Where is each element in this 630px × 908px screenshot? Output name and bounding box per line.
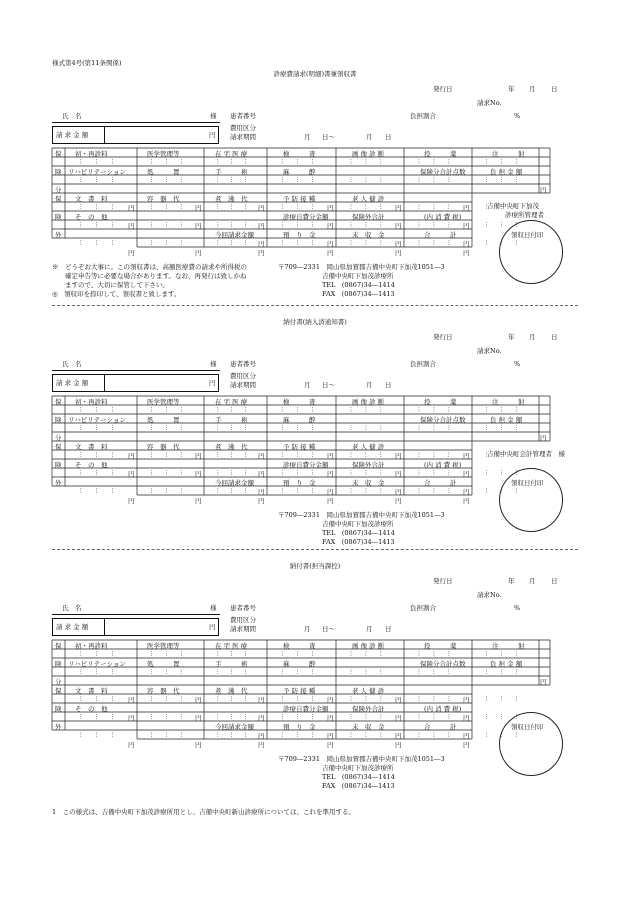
yen-mark: 円 [463, 488, 470, 496]
period-day-1: 日～ [322, 381, 335, 389]
name-suffix: 様 [210, 604, 217, 612]
header-current-claim: 今回請求金額 [215, 231, 254, 239]
yen-mark: 円 [395, 249, 402, 257]
yen-mark: 円 [258, 249, 265, 257]
side-hoken-1: 保 [55, 642, 62, 650]
header-other: そ の 他 [75, 705, 108, 713]
name-label: 氏 名 [62, 604, 82, 612]
address-postal: 〒709―2331 岡山県加賀郡吉備中央町下加茂1051―3 [278, 755, 445, 763]
yen-mark: 円 [463, 714, 470, 722]
address-clinic: 吉備中央町下加茂診療所 [322, 520, 394, 528]
claim-amount-label: 請 求 金 額 [56, 131, 89, 139]
footnote: 1 この様式は、吉備中央町下加茂診療所用とし、吉備中央町新山診療所については、これを準用する。 [52, 808, 356, 816]
yen-mark: 円 [258, 222, 265, 230]
header-surgery: 手 術 [215, 660, 248, 668]
header-insured-points: 保険分合計点数 [420, 416, 466, 424]
header-total: 合 計 [424, 231, 457, 239]
header-container-fee: 容 器 代 [147, 687, 180, 695]
header-injection: 注 射 [492, 642, 525, 650]
address-fax: FAX (0867)34―1413 [322, 782, 395, 790]
side-hoken-2: 保 [55, 443, 62, 451]
form-section-2 [0, 318, 630, 568]
header-burden-amount: 負 担 金 額 [490, 168, 523, 176]
patient-no-label: 患者番号 [230, 360, 256, 368]
yen-mark: 円 [195, 741, 202, 749]
header-deposit: 預 り 金 [283, 479, 316, 487]
name-label: 氏 名 [62, 360, 82, 368]
section-title: 納付書(納入済通知書) [283, 318, 347, 326]
header-medication: 投 薬 [424, 150, 457, 158]
yen-mark: 円 [258, 452, 265, 460]
yen-mark: 円 [195, 497, 202, 505]
yen-mark: 円 [258, 732, 265, 740]
yen-mark: 円 [195, 696, 202, 704]
header-deposit: 預 り 金 [283, 231, 316, 239]
percent-sign: % [514, 360, 521, 368]
period-day-1: 日～ [322, 625, 335, 633]
table-grid-lines [52, 640, 552, 752]
header-self-pay-total: 診療自費分金額 [283, 213, 329, 221]
issue-date-label: 発行日 [433, 577, 453, 585]
header-medical-mgmt: 医学管理等 [147, 642, 180, 650]
header-rehab: リハビリテーション [68, 168, 126, 176]
yen-mark: 円 [327, 222, 334, 230]
yen-mark: 円 [463, 204, 470, 212]
claim-amount-divider [104, 127, 105, 143]
header-document-fee: 文 書 料 [75, 195, 108, 203]
header-home-care: 在 宅 医 療 [215, 398, 248, 406]
header-container-fee: 容 器 代 [147, 195, 180, 203]
receipt-stamp-circle [499, 468, 563, 532]
period-month-2: 月 [366, 381, 373, 389]
yen-mark: 円 [395, 497, 402, 505]
percent-sign: % [514, 604, 521, 612]
header-examination: 検 査 [283, 398, 316, 406]
header-treatment: 処 置 [147, 660, 180, 668]
address-tel: TEL (0867)34―1414 [322, 773, 395, 781]
header-total: 合 計 [424, 479, 457, 487]
name-underline [52, 614, 220, 615]
period-month-1: 月 [304, 625, 311, 633]
patient-no-label: 患者番号 [230, 112, 256, 120]
request-no-label: 請求No. [477, 99, 502, 107]
header-injection: 注 射 [492, 398, 525, 406]
yen-mark: 円 [258, 497, 265, 505]
header-surgery: 手 術 [215, 168, 248, 176]
burden-ratio-label: 負担割合 [410, 112, 436, 120]
header-vaccination: 予 防 接 種 [283, 195, 316, 203]
side-bun-1: 分 [55, 434, 62, 442]
header-current-claim: 今回請求金額 [215, 723, 254, 731]
header-unpaid: 未 収 金 [352, 723, 385, 731]
header-medical-mgmt: 医学管理等 [147, 150, 180, 158]
percent-sign: % [514, 112, 521, 120]
header-insured-points: 保険分合計点数 [420, 168, 466, 176]
yen-mark: 円 [128, 204, 135, 212]
header-injection: 注 射 [492, 150, 525, 158]
header-medical-mgmt: 医学管理等 [147, 398, 180, 406]
header-imaging: 画 像 診 断 [352, 642, 385, 650]
claim-amount-divider [104, 375, 105, 391]
header-unpaid: 未 収 金 [352, 479, 385, 487]
claim-amount-yen: 円 [209, 623, 216, 631]
yen-mark: 円 [258, 696, 265, 704]
side-gai-2: 外 [55, 723, 62, 731]
period-day-2: 日 [385, 381, 392, 389]
note-line-3: ますので、大切に保管して下さい。 [52, 281, 169, 289]
note-line-1: ※ どうぞお大事に。この領収書は、高額医療費の請求や所得税の [52, 263, 247, 271]
yen-mark: 円 [258, 240, 265, 248]
side-gai-2: 外 [55, 231, 62, 239]
name-suffix: 様 [210, 112, 217, 120]
header-vaccination: 予 防 接 種 [283, 443, 316, 451]
yen-mark: 円 [195, 714, 202, 722]
header-boiling-fee: 煮 沸 代 [215, 195, 248, 203]
header-consumption-tax: (内 消 費 税) [424, 461, 462, 469]
receipt-stamp-circle [499, 712, 563, 776]
yen-mark: 円 [128, 249, 135, 257]
header-vaccination: 予 防 接 種 [283, 687, 316, 695]
yen-mark: 円 [463, 452, 470, 460]
issue-year: 年 [508, 85, 515, 93]
header-elderly-check: 老 人 健 診 [352, 443, 385, 451]
header-first-visit: 初・再診料 [75, 642, 108, 650]
stamp-label: 領収日付印 [511, 231, 544, 239]
side-gai-2: 外 [55, 479, 62, 487]
yen-mark: 円 [327, 240, 334, 248]
header-anesthesia: 麻 酔 [283, 168, 316, 176]
period-month-2: 月 [366, 625, 373, 633]
yen-mark: 円 [327, 204, 334, 212]
header-consumption-tax: (内 消 費 税) [424, 705, 462, 713]
address-fax: FAX (0867)34―1413 [322, 538, 395, 546]
header-boiling-fee: 煮 沸 代 [215, 443, 248, 451]
yen-mark: 円 [395, 741, 402, 749]
yen-mark: 円 [128, 714, 135, 722]
yen-mark: 円 [395, 204, 402, 212]
header-boiling-fee: 煮 沸 代 [215, 687, 248, 695]
yen-mark: 円 [327, 714, 334, 722]
yen-mark: 円 [128, 222, 135, 230]
yen-mark: 円 [128, 452, 135, 460]
cost-class-label: 費用区分 [230, 616, 256, 624]
yen-mark: 円 [258, 204, 265, 212]
issue-month: 月 [529, 577, 536, 585]
period-month-1: 月 [304, 133, 311, 141]
yen-mark: 円 [327, 470, 334, 478]
yen-mark: 円 [327, 741, 334, 749]
patient-no-label: 患者番号 [230, 604, 256, 612]
cut-line-1 [52, 305, 578, 306]
name-label: 氏 名 [62, 112, 82, 120]
issue-year: 年 [508, 577, 515, 585]
header-imaging: 画 像 診 断 [352, 398, 385, 406]
header-outside-total: 保険外合計 [352, 461, 385, 469]
side-hoken-2: 保 [55, 687, 62, 695]
address-postal: 〒709―2331 岡山県加賀郡吉備中央町下加茂1051―3 [278, 511, 445, 519]
issue-day: 日 [551, 333, 558, 341]
issue-month: 月 [529, 85, 536, 93]
yen-mark: 円 [463, 470, 470, 478]
yen-mark: 円 [395, 222, 402, 230]
header-examination: 検 査 [283, 642, 316, 650]
yen-mark: 円 [327, 696, 334, 704]
issue-year: 年 [508, 333, 515, 341]
yen-mark: 円 [395, 240, 402, 248]
request-no-label: 請求No. [477, 591, 502, 599]
billing-period-label: 請求期間 [230, 133, 256, 141]
yen-mark: 円 [128, 497, 135, 505]
side-hoken-1: 保 [55, 398, 62, 406]
header-home-care: 在 宅 医 療 [215, 150, 248, 158]
yen-mark: 円 [258, 488, 265, 496]
address-postal: 〒709―2331 岡山県加賀郡吉備中央町下加茂1051―3 [278, 263, 445, 271]
yen-mark: 円 [195, 204, 202, 212]
period-month-1: 月 [304, 381, 311, 389]
header-home-care: 在 宅 医 療 [215, 642, 248, 650]
header-treatment: 処 置 [147, 168, 180, 176]
header-imaging: 画 像 診 断 [352, 150, 385, 158]
header-medication: 投 薬 [424, 398, 457, 406]
header-anesthesia: 麻 酔 [283, 416, 316, 424]
stamp-label: 領収日付印 [511, 723, 544, 731]
table-grid-lines [52, 148, 552, 260]
claim-amount-yen: 円 [209, 379, 216, 387]
side-bun-1: 分 [55, 186, 62, 194]
header-outside-total: 保険外合計 [352, 705, 385, 713]
yen-mark: 円 [395, 732, 402, 740]
issuer-line-2: 診療所管理者 [505, 211, 544, 219]
header-current-claim: 今回請求金額 [215, 479, 254, 487]
claim-amount-divider [104, 619, 105, 635]
form-section-1 [0, 70, 630, 320]
cost-class-label: 費用区分 [230, 372, 256, 380]
header-elderly-check: 老 人 健 診 [352, 195, 385, 203]
yen-mark: 円 [327, 732, 334, 740]
header-anesthesia: 麻 酔 [283, 660, 316, 668]
yen-mark: 円 [395, 488, 402, 496]
address-fax: FAX (0867)34―1413 [322, 290, 395, 298]
header-other: そ の 他 [75, 461, 108, 469]
header-total: 合 計 [424, 723, 457, 731]
issue-month: 月 [529, 333, 536, 341]
claim-amount-label: 請 求 金 額 [56, 623, 89, 631]
yen-mark: 円 [128, 741, 135, 749]
name-suffix: 様 [210, 360, 217, 368]
section-title: 納付書(担当課控) [289, 562, 341, 570]
yen-mark: 円 [463, 249, 470, 257]
side-shin-1: 険 [55, 416, 62, 424]
yen-mark: 円 [463, 497, 470, 505]
header-insured-points: 保険分合計点数 [420, 660, 466, 668]
request-no-label: 請求No. [477, 347, 502, 355]
issue-day: 日 [551, 85, 558, 93]
header-first-visit: 初・再診料 [75, 398, 108, 406]
period-day-2: 日 [385, 625, 392, 633]
yen-mark: 円 [463, 732, 470, 740]
period-day-1: 日～ [322, 133, 335, 141]
section-title: 診療費請求(明細)書兼領収書 [273, 70, 357, 78]
burden-ratio-label: 負担割合 [410, 360, 436, 368]
header-rehab: リハビリテーション [68, 416, 126, 424]
side-hoken-2: 保 [55, 195, 62, 203]
address-tel: TEL (0867)34―1414 [322, 281, 395, 289]
header-self-pay-total: 診療自費分金額 [283, 461, 329, 469]
yen-mark: 円 [327, 452, 334, 460]
address-clinic: 吉備中央町下加茂診療所 [322, 272, 394, 280]
burden-yen: 円 [540, 434, 547, 442]
burden-ratio-label: 負担割合 [410, 604, 436, 612]
header-outside-total: 保険外合計 [352, 213, 385, 221]
yen-mark: 円 [195, 222, 202, 230]
period-month-2: 月 [366, 133, 373, 141]
claim-amount-label: 請 求 金 額 [56, 379, 89, 387]
yen-mark: 円 [195, 452, 202, 460]
burden-yen: 円 [540, 186, 547, 194]
side-shin-2: 険 [55, 461, 62, 469]
form-section-3 [0, 562, 630, 812]
header-other: そ の 他 [75, 213, 108, 221]
yen-mark: 円 [463, 696, 470, 704]
form-number: 様式第4号(第11条関係) [52, 59, 122, 67]
cut-line-2 [52, 549, 578, 550]
yen-mark: 円 [327, 488, 334, 496]
yen-mark: 円 [327, 497, 334, 505]
period-day-2: 日 [385, 133, 392, 141]
cost-class-label: 費用区分 [230, 124, 256, 132]
yen-mark: 円 [395, 470, 402, 478]
side-bun-1: 分 [55, 678, 62, 686]
header-deposit: 預 り 金 [283, 723, 316, 731]
header-first-visit: 初・再診料 [75, 150, 108, 158]
billing-period-label: 請求期間 [230, 625, 256, 633]
header-container-fee: 容 器 代 [147, 443, 180, 451]
yen-mark: 円 [463, 741, 470, 749]
note-line-2: 確定申告等に必要な場合があります。なお、再発行は致しかね [52, 272, 247, 280]
name-underline [52, 122, 220, 123]
yen-mark: 円 [258, 741, 265, 749]
side-shin-2: 険 [55, 213, 62, 221]
yen-mark: 円 [395, 714, 402, 722]
yen-mark: 円 [463, 222, 470, 230]
header-treatment: 処 置 [147, 416, 180, 424]
address-clinic: 吉備中央町下加茂診療所 [322, 764, 394, 772]
issue-date-label: 発行日 [433, 333, 453, 341]
yen-mark: 円 [327, 249, 334, 257]
header-document-fee: 文 書 料 [75, 687, 108, 695]
side-shin-2: 険 [55, 705, 62, 713]
header-elderly-check: 老 人 健 診 [352, 687, 385, 695]
header-examination: 検 査 [283, 150, 316, 158]
yen-mark: 円 [128, 696, 135, 704]
issuer-line-1: 吉備中央町会計管理者 様 [487, 450, 565, 458]
issue-day: 日 [551, 577, 558, 585]
yen-mark: 円 [258, 714, 265, 722]
stamp-label: 領収日付印 [511, 479, 544, 487]
billing-period-label: 請求期間 [230, 381, 256, 389]
yen-mark: 円 [463, 240, 470, 248]
burden-yen: 円 [540, 678, 547, 686]
note-line-4: ◎ 領収印を捺印して、領収書と致します。 [52, 290, 181, 298]
side-shin-1: 険 [55, 660, 62, 668]
address-tel: TEL (0867)34―1414 [322, 529, 395, 537]
yen-mark: 円 [395, 452, 402, 460]
table-grid-lines [52, 396, 552, 508]
header-unpaid: 未 収 金 [352, 231, 385, 239]
header-burden-amount: 負 担 金 額 [490, 416, 523, 424]
yen-mark: 円 [128, 470, 135, 478]
yen-mark: 円 [395, 696, 402, 704]
side-hoken-1: 保 [55, 150, 62, 158]
issuer-line-1: 吉備中央町下加茂 [487, 202, 539, 210]
yen-mark: 円 [195, 470, 202, 478]
header-document-fee: 文 書 料 [75, 443, 108, 451]
header-surgery: 手 術 [215, 416, 248, 424]
claim-amount-yen: 円 [209, 131, 216, 139]
header-rehab: リハビリテーション [68, 660, 126, 668]
yen-mark: 円 [195, 249, 202, 257]
yen-mark: 円 [258, 470, 265, 478]
issue-date-label: 発行日 [433, 85, 453, 93]
receipt-stamp-circle [499, 220, 563, 284]
header-medication: 投 薬 [424, 642, 457, 650]
header-consumption-tax: (内 消 費 税) [424, 213, 462, 221]
header-burden-amount: 負 担 金 額 [490, 660, 523, 668]
side-shin-1: 険 [55, 168, 62, 176]
name-underline [52, 370, 220, 371]
header-self-pay-total: 診療自費分金額 [283, 705, 329, 713]
